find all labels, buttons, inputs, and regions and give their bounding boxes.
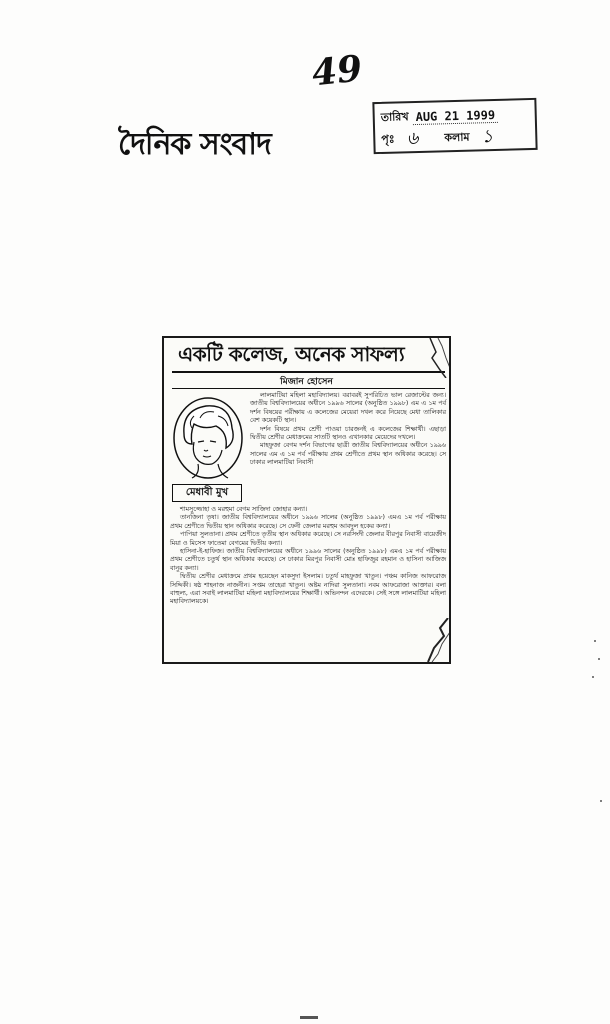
- stamp-page-value: ৬: [406, 127, 419, 149]
- headline-rule: [172, 371, 445, 373]
- page-number: 49: [309, 47, 365, 95]
- date-stamp: [372, 98, 537, 154]
- scan-speck: [592, 676, 594, 678]
- stamp-page-label: পৃঃ: [381, 132, 395, 146]
- article-paragraph: হাসিনা-ই-হাফিজ। জাতীয় বিশ্ববিদ্যালয়ের অধীনে ১৯৯৬ সালের (অনুষ্ঠিত ১৯৯৮) এমএ ১ম পর্ব পরীক্ষায় প্রথম শ্রেণীতে চতুর্থ স্থান অধিকার করেছে। সে ঢাকার মিরপুর নিবাসী মোঃ হাফিজুর রহমান ও হাসিনা আজিজ বানুর কন্যা।: [170, 548, 446, 572]
- torn-corner-top-right: [426, 338, 450, 378]
- article-paragraph: দর্শন বিষয়ে প্রথম শ্রেণী পাওয়া চারজনই এ কলেজের শিক্ষার্থী। এছাড়া দ্বিতীয় শ্রেণীর মেধাক্রমের সাতটি স্থানও এখানকার মেয়েদের দখলে।: [250, 425, 446, 442]
- scan-speck: [600, 800, 602, 802]
- newspaper-masthead: দৈনিক সংবাদ: [118, 127, 271, 162]
- article-paragraph: লালমাটিয়া মহিলা মহাবিদ্যালয়। বরাবরই সুপরিচিত ভাল রেজাল্টের জন্য। জাতীয় বিশ্ববিদ্যালয়ের অধীনে ১৯৯৬ সালের (অনুষ্ঠিত ১৯৯৮) এম এ ১ম পর্ব দর্শন বিষয়ের পরীক্ষায় এ কলেজের মেয়েরা দখল করে নিয়েছে মেধা তালিকার বেশ কয়েকটি স্থান।: [250, 392, 446, 425]
- clipping-byline: মিজান হোসেন: [280, 377, 333, 387]
- scan-speck: [594, 640, 596, 642]
- article-paragraph: শামসুজ্জোহা ও মরহুমা বেগম সাজিদা জোহার কন্যা।: [180, 506, 308, 513]
- article-body-full-width: [170, 506, 446, 607]
- article-paragraph: দ্বিতীয় শ্রেণীর মেধাক্রমে প্রথম হয়েছেন মাকসুদা ইসলাম। চতুর্থ মাহফুজা খাতুন। পঞ্চম কানিজ আফরোজ সিদ্দিকী। ষষ্ঠ শাহনাজ নাজনীন। সপ্তম তাহেরা খাতুন। অষ্টম নাদিরা সুলতানা। নবম আফরোজা আক্তার। বলা বাহুল্য, এরা সবাই লালমাটিয়া মহিলা মহাবিদ্যালয়ের শিক্ষার্থী। অভিনন্দন এদেরকে। সেই সঙ্গে লালমাটিয়া মহিলা মহাবিদ্যালয়কে।: [170, 573, 446, 606]
- torn-corner-bottom-right: [426, 618, 450, 662]
- stamp-column-label: কলাম: [444, 130, 470, 144]
- portrait-illustration-icon: [170, 394, 246, 482]
- byline-rule: [172, 388, 445, 389]
- article-paragraph: পাপিয়া সুলতানা। প্রথম শ্রেণীতে তৃতীয় স্থান অধিকার করেছে। সে নরসিংদী জেলার বীরপুর নিবাসী বায়েজীদ মিয়া ও মিসেস ফাতেমা বেগমের দ্বিতীয় কন্যা।: [170, 531, 446, 547]
- stamp-date-value: AUG 21 1999: [412, 107, 498, 124]
- stamp-column-value: ১: [481, 125, 494, 147]
- scan-speck: [598, 658, 600, 660]
- stamp-page-row: [381, 125, 530, 151]
- article-paragraph: তানজিনা তৃষা। জাতীয় বিশ্ববিদ্যালয়ের অধীনে ১৯৯৬ সালের (অনুষ্ঠিত ১৯৯৮) এমএ ১ম পর্ব পরীক্ষায় প্রথম শ্রেণীতে দ্বিতীয় স্থান অধিকার করেছে। সে ফেনী জেলার মরহুম আবদুল হকের কন্যা।: [170, 514, 446, 530]
- newspaper-clipping: [162, 336, 451, 664]
- article-body-right-column: [250, 392, 446, 468]
- stamp-date-label: তারিখ: [380, 109, 409, 124]
- scan-speck: [300, 1016, 318, 1019]
- portrait-label: মেধাবী মুখ: [172, 484, 242, 502]
- clipping-headline: একটি কলেজ, অনেক সাফল্য: [178, 342, 405, 366]
- article-paragraph: মাহফুজা বেগম দর্শন বিভাগের ছাত্রী জাতীয় বিশ্ববিদ্যালয়ের অধীনে ১৯৯৬ সালের এম এ ১ম পর্ব পরীক্ষায় প্রথম শ্রেণীতে প্রথম স্থান অধিকার করেছে। সে ঢাকার লালমাটিয়া নিবাসী: [250, 442, 446, 467]
